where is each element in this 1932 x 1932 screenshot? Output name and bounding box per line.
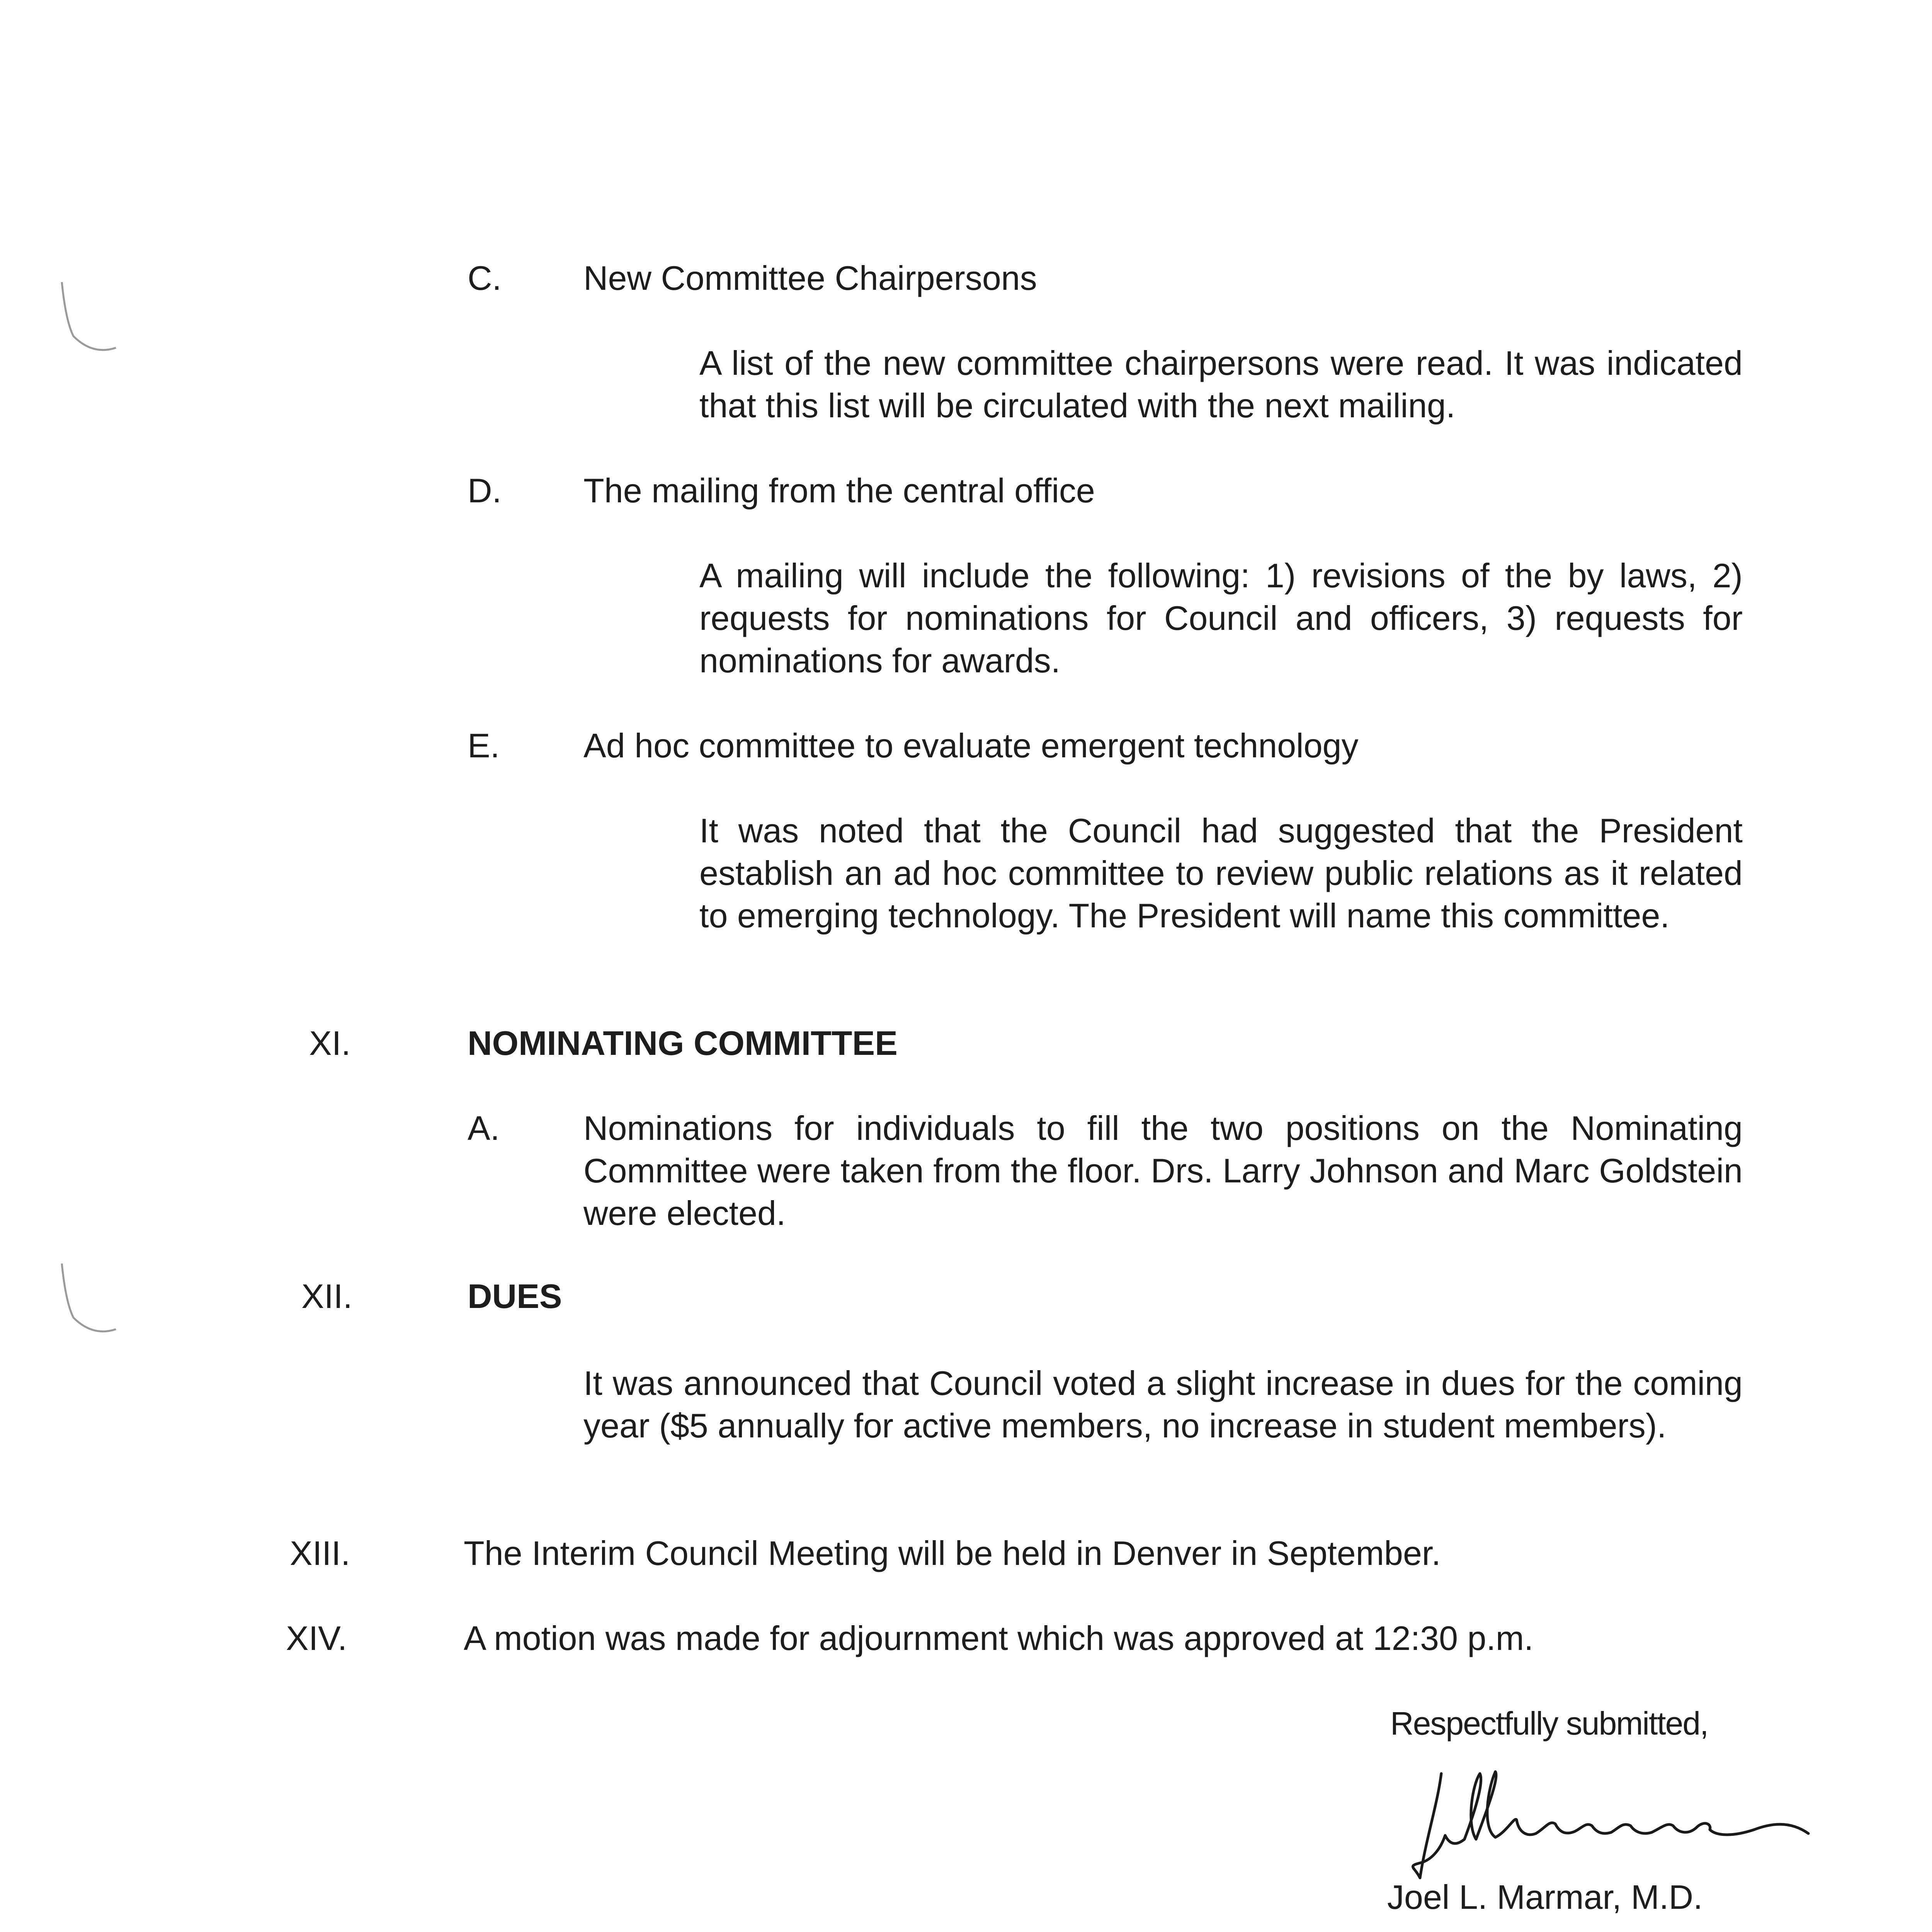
- item-d-body: A mailing will include the following: 1) revisions of the by laws, 2) requests for nominations for Council and officers, 3) requests for nominations for awards.: [699, 556, 1743, 680]
- section-xi-item-a-label: A.: [468, 1109, 500, 1147]
- closing-name: Joel L. Marmar, M.D.: [1387, 1878, 1703, 1916]
- section-xiii-numeral: XIII.: [290, 1534, 350, 1572]
- section-xiv-numeral: XIV.: [286, 1619, 347, 1657]
- item-e-body: It was noted that the Council had suggested that the President establish an ad hoc committee to review public relations as it related to emerging technology. The President will name this committee.: [699, 811, 1743, 935]
- item-c-label: C.: [468, 259, 502, 297]
- section-xii-numeral: XII.: [301, 1277, 353, 1315]
- closing-salutation: Respectfully submitted,: [1390, 1705, 1708, 1742]
- item-c-heading: New Committee Chairpersons: [583, 259, 1037, 297]
- item-d-label: D.: [468, 471, 502, 510]
- binder-hole-middle: [58, 1260, 120, 1337]
- item-e-label: E.: [468, 726, 500, 765]
- section-xi-heading: NOMINATING COMMITTEE: [468, 1024, 898, 1062]
- item-c-body: A list of the new committee chairpersons were read. It was indicated that this list will be circulated with the next mailing.: [699, 344, 1743, 425]
- section-xi-numeral: XI.: [309, 1024, 351, 1062]
- handwritten-signature: [1383, 1750, 1862, 1897]
- section-xii-heading: DUES: [468, 1277, 562, 1315]
- section-xi-item-a-body: Nominations for individuals to fill the two positions on the Nominating Committee were taken from the floor. Drs. Larry Johnson and Marc Goldstein were elected.: [583, 1109, 1743, 1232]
- section-xii-body: It was announced that Council voted a slight increase in dues for the coming year ($5 annually for active members, no increase in student members).: [583, 1364, 1743, 1445]
- item-e-heading: Ad hoc committee to evaluate emergent technology: [583, 726, 1359, 765]
- binder-hole-top: [58, 278, 120, 355]
- section-xiii-body: The Interim Council Meeting will be held in Denver in September.: [464, 1534, 1441, 1572]
- item-d-heading: The mailing from the central office: [583, 471, 1095, 510]
- section-xiv-body: A motion was made for adjournment which was approved at 12:30 p.m.: [464, 1619, 1534, 1657]
